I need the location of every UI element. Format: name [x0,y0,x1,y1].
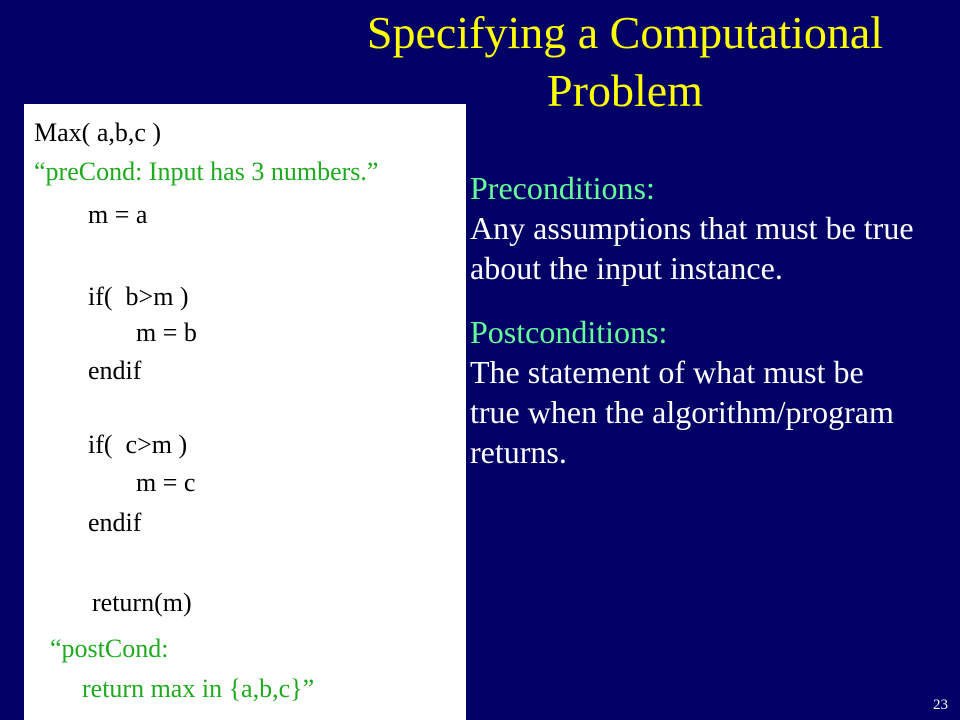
preconditions-block [470,168,940,288]
code-line-if-c: if( c>m ) [88,430,188,459]
postcondition-comment-line-2: return max in {a,b,c}” [82,674,315,703]
code-line-endif-2: endif [88,508,142,537]
code-line-endif-1: endif [88,356,142,385]
function-signature: Max( a,b,c ) [34,118,162,147]
precondition-comment: “preCond: Input has 3 numbers.” [34,157,379,186]
preconditions-body: Any assumptions that must be true about the input instance. [470,210,914,286]
postcondition-comment-line-1: “postCond: [50,634,169,663]
page-number: 23 [933,697,948,713]
code-line-if-b: if( b>m ) [88,282,189,311]
code-line-init: m = a [88,200,148,229]
code-line-return: return(m) [92,588,192,617]
code-line-assign-c: m = c [136,468,196,497]
pseudocode-panel [24,104,466,720]
postconditions-block [470,312,940,472]
code-line-assign-b: m = b [136,318,197,347]
preconditions-heading: Preconditions: [470,170,655,206]
postconditions-body: The statement of what must be true when the algorithm/program returns. [470,354,894,470]
slide-title: Specifying a Computational Problem [366,7,884,116]
postconditions-heading: Postconditions: [470,314,668,350]
